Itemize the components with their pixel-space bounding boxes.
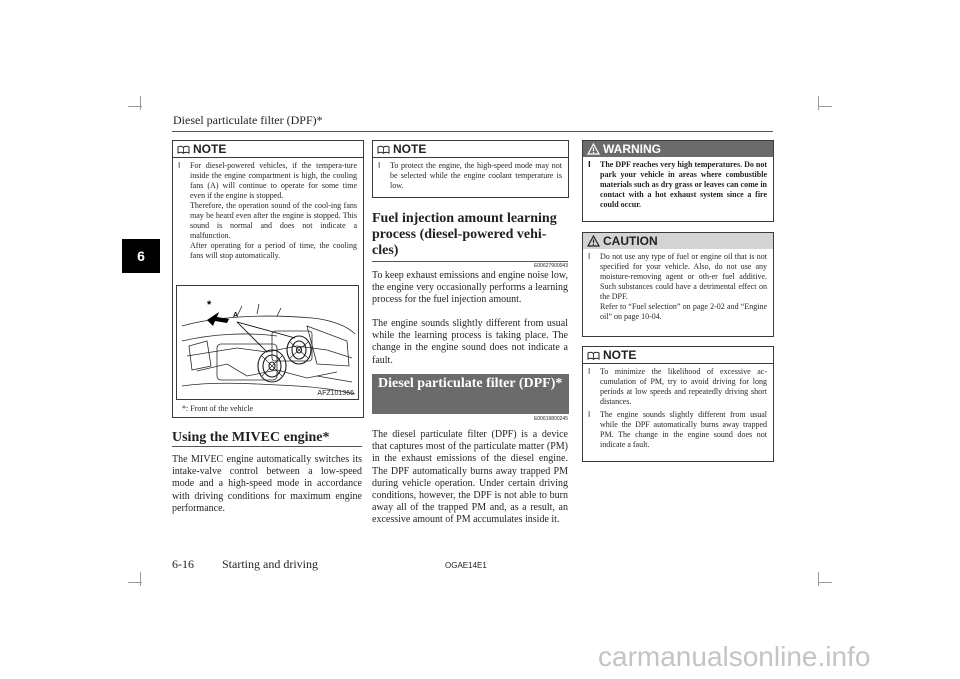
running-header: Diesel particulate filter (DPF)* bbox=[173, 113, 323, 127]
front-marker-star: * bbox=[207, 299, 212, 311]
dpf-body: The diesel particulate filter (DPF) is a device that captures most of the particulate matter (PM) in the exhaust emissions of the diesel engine. The DPF automatically burns away trapped PM during vehicle operation. Under certain driving conditions, however, the DPF is not able to burn away all of the trapped PM and, as a result, an excessive amount of PM accumulates inside it. bbox=[372, 429, 568, 526]
crop-mark bbox=[128, 106, 142, 107]
bullet-icon: l bbox=[588, 160, 591, 169]
mivec-body: The MIVEC engine automatically switches its intake-valve control between a low-speed mode and a high-speed mode in accordance with driving conditions for maximum engine performance. bbox=[172, 454, 362, 514]
note-item-text: After operating for a period of time, the cooling fans will stop automatically. bbox=[190, 241, 357, 260]
note-heading bbox=[373, 141, 568, 158]
bullet-icon: l bbox=[588, 367, 591, 376]
note-item bbox=[583, 410, 767, 450]
warning-item-text: The DPF reaches very high temperatures. Do not park your vehicle in areas where combustible materials such as dry grass or leaves can come in contact with a hot exhaust system since a fire could occur. bbox=[600, 160, 767, 209]
engine-bay-figure bbox=[176, 285, 359, 400]
fan-callout-a: A bbox=[233, 312, 239, 319]
caution-item-text: Do not use any type of fuel or engine oil that is not specified for your vehicle. Also, do not use any moisture-removing agent or oth-er fuel additive. Such substances could have a detrimental effect on the DPF. bbox=[600, 252, 767, 301]
note-icon bbox=[177, 145, 190, 154]
fuel-injection-body-2: The engine sounds slightly different from usual while the learning process is taking place. The change in the engine sound does not indicate a fault. bbox=[372, 318, 568, 366]
caution-triangle-icon bbox=[587, 235, 600, 247]
note-item-text: To minimize the likelihood of excessive ac-cumulation of PM, try to avoid driving for long periods at low speeds and repeatedly driving short distances. bbox=[600, 367, 767, 406]
section-code: E00627900043 bbox=[534, 263, 568, 269]
note-icon bbox=[587, 351, 600, 360]
bullet-icon: l bbox=[588, 410, 591, 419]
fuel-injection-body-1: To keep exhaust emissions and engine noise low, the engine very occasionally performs a learning process for the fuel injection amount. bbox=[372, 270, 568, 306]
note-item bbox=[583, 367, 767, 407]
note-item-text: To protect the engine, the high-speed mode may not be selected while the engine coolant temperature is low. bbox=[390, 161, 562, 190]
document-code: OGAE14E1 bbox=[445, 561, 487, 570]
note-icon bbox=[377, 145, 390, 154]
crop-mark bbox=[140, 572, 141, 586]
bullet-icon: l bbox=[378, 161, 381, 170]
section-tab: 6 bbox=[122, 239, 160, 273]
header-rule bbox=[172, 131, 773, 132]
dpf-heading: Diesel particulate filter (DPF)* bbox=[372, 374, 569, 414]
warning-item bbox=[583, 160, 767, 210]
engine-bay-illustration bbox=[177, 286, 358, 399]
section-code: E00619800245 bbox=[534, 416, 568, 422]
crop-mark bbox=[140, 96, 141, 110]
caution-heading-text: CAUTION bbox=[603, 234, 658, 248]
note-heading-text: NOTE bbox=[193, 142, 227, 156]
warning-heading bbox=[583, 141, 773, 157]
crop-mark bbox=[818, 106, 832, 107]
note-heading-text: NOTE bbox=[603, 348, 637, 362]
caution-item bbox=[583, 252, 767, 322]
caution-item-text: Refer to “Fuel selection” on page 2-02 and “Engine oil” on page 10-04. bbox=[600, 302, 767, 321]
caution-box bbox=[582, 232, 774, 337]
warning-triangle-icon bbox=[587, 143, 600, 155]
note-item-text: The engine sounds slightly different from usual while the DPF automatically burns away trapped PM. The change in the engine sound does not indicate a fault. bbox=[600, 410, 767, 449]
heading-rule bbox=[372, 261, 568, 262]
crop-mark bbox=[818, 582, 832, 583]
crop-mark bbox=[818, 96, 819, 110]
watermark: carmanualsonline.info bbox=[598, 641, 871, 672]
bullet-icon: l bbox=[178, 161, 181, 170]
note-box-middle bbox=[372, 140, 569, 198]
mivec-heading: Using the MIVEC engine* bbox=[172, 430, 330, 445]
crop-mark bbox=[128, 582, 142, 583]
figure-caption: *: Front of the vehicle bbox=[182, 404, 254, 413]
warning-heading-text: WARNING bbox=[603, 142, 661, 156]
note-heading bbox=[583, 347, 773, 364]
page-number: 6-16 bbox=[172, 557, 194, 571]
crop-mark bbox=[818, 572, 819, 586]
heading-rule bbox=[172, 446, 362, 447]
note-item-text: Therefore, the operation sound of the cool-ing fans may be heard even after the engine is stopped. This sound is normal and does not indicate a malfunction. bbox=[190, 201, 357, 240]
note-item-text: For diesel-powered vehicles, if the tempera-ture inside the engine compartment is high, the cooling fans (A) will continue to operate for some time even if the engine is stopped. bbox=[190, 161, 357, 200]
warning-box bbox=[582, 140, 774, 222]
figure-code: AFZ101366 bbox=[317, 390, 354, 397]
caution-heading bbox=[583, 233, 773, 249]
note-item bbox=[373, 161, 562, 191]
note-item bbox=[173, 161, 357, 261]
note-box-right bbox=[582, 346, 774, 462]
note-heading-text: NOTE bbox=[393, 142, 427, 156]
bullet-icon: l bbox=[588, 252, 591, 261]
note-heading bbox=[173, 141, 363, 158]
fuel-injection-heading: Fuel injection amount learning process (diesel-powered vehi-cles) bbox=[372, 211, 557, 258]
chapter-title: Starting and driving bbox=[222, 557, 318, 571]
